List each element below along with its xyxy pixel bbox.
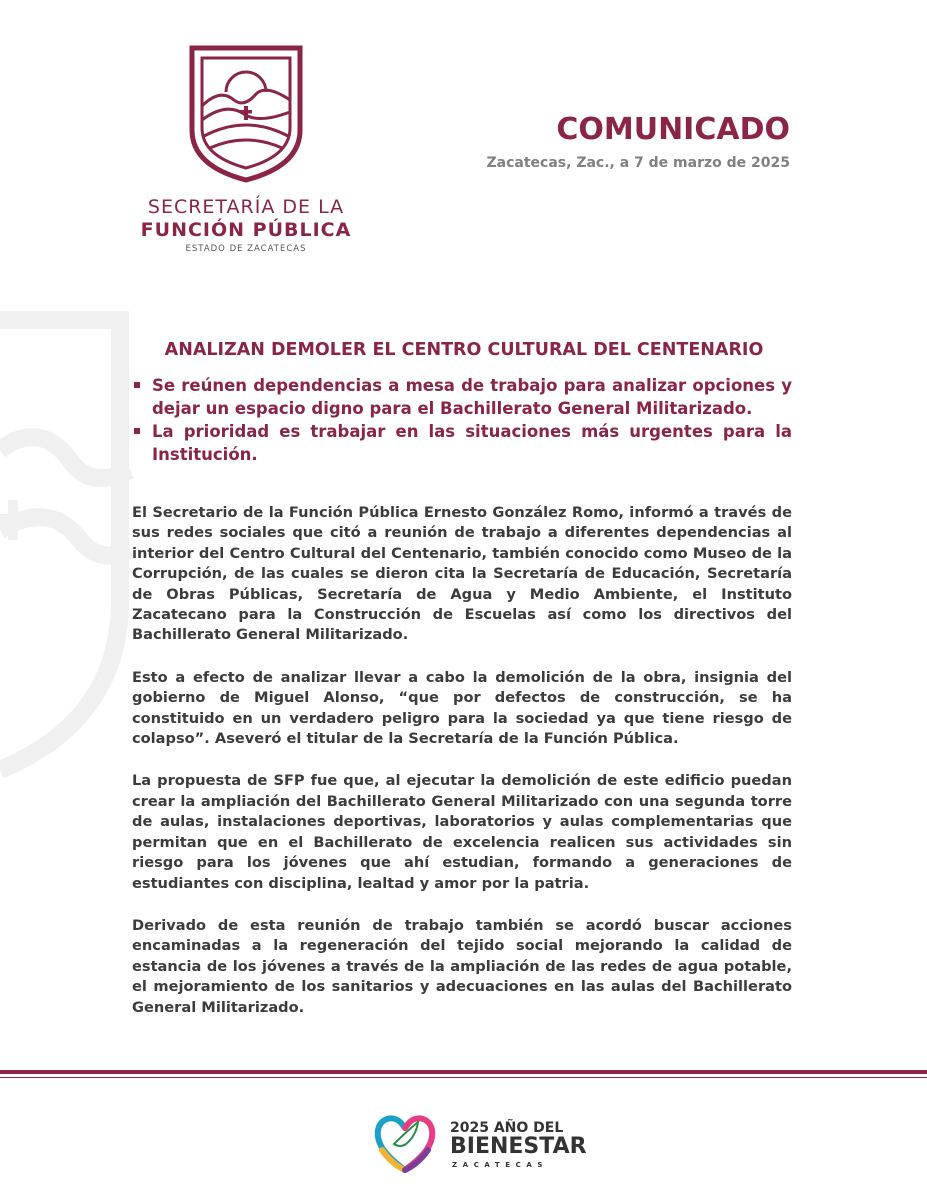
document-type-title: COMUNICADO	[556, 112, 790, 147]
summary-bullet-text: Se reúnen dependencias a mesa de trabajo para analizar opciones y dejar un espacio digno para el Bachillerato General Militarizado.	[152, 376, 792, 418]
square-bullet-icon	[134, 428, 140, 434]
heart-dove-icon	[372, 1110, 438, 1176]
article-body	[132, 503, 792, 1040]
org-state-line: ESTADO DE ZACATECAS	[185, 244, 307, 254]
square-bullet-icon	[134, 382, 140, 388]
footer-year-line: 2025 AÑO DEL	[450, 1120, 564, 1136]
summary-bullet	[132, 374, 792, 420]
document-date: Zacatecas, Zac., a 7 de marzo de 2025	[486, 155, 790, 171]
summary-bullets	[132, 374, 792, 466]
summary-bullet	[132, 420, 792, 466]
summary-bullet-text: La prioridad es trabajar en las situaciones más urgentes para la Institución.	[152, 422, 792, 464]
organization-logo	[128, 44, 364, 254]
org-name-line1: SECRETARÍA DE LA	[147, 196, 345, 218]
body-paragraph: La propuesta de SFP fue que, al ejecutar la demolición de este edificio puedan crear la ampliación del Bachillerato General Militarizado con una segunda torre de aulas, instalaciones deportivas, laboratorios y aulas complementarias que permitan que en el Bachillerato de excelencia realicen sus actividades sin riesgo para los jóvenes que ahí estudian, formando a generaciones de estudiantes con disciplina, lealtad y amor por la patria.	[132, 772, 792, 892]
footer-divider	[0, 1070, 927, 1074]
watermark-emblem	[0, 300, 140, 780]
footer-zacatecas: ZACATECAS	[452, 1161, 549, 1169]
footer-divider-thin	[0, 1077, 927, 1078]
body-paragraph: Esto a efecto de analizar llevar a cabo la demolición de la obra, insignia del gobierno de Miguel Alonso, “que por defectos de construcción, se ha constituido en un verdadero peligro para la sociedad ya que tiene riesgo de colapso”. Aseveró el titular de la Secretaría de la Función Pública.	[132, 668, 792, 748]
mountain-sun-shield-icon	[186, 44, 306, 184]
footer-bienestar: BIENESTAR	[450, 1134, 587, 1159]
body-paragraph: El Secretario de la Función Pública Ernesto González Romo, informó a través de sus redes sociales que citó a reunión de trabajo a diferentes dependencias al interior del Centro Cultural del Centenario, también conocido como Museo de la Corrupción, de las cuales se dieron cita la Secretaría de Educación, Secretaría de Obras Públicas, Secretaría de Agua y Medio Ambiente, el Instituto Zacatecano para la Construcción de Escuelas así como los directivos del Bachillerato General Militarizado.	[132, 504, 792, 644]
body-paragraph: Derivado de esta reunión de trabajo también se acordó buscar acciones encaminadas a la regeneración del tejido social mejorando la calidad de estancia de los jóvenes a través de la ampliación de las redes de agua potable, el mejoramiento de los sanitarios y adecuaciones en las aulas del Bachillerato General Militarizado.	[132, 916, 792, 1016]
org-name-line2: FUNCIÓN PÚBLICA	[140, 219, 352, 241]
footer-logo	[372, 1110, 587, 1176]
headline: ANALIZAN DEMOLER EL CENTRO CULTURAL DEL CENTENARIO	[164, 340, 764, 360]
